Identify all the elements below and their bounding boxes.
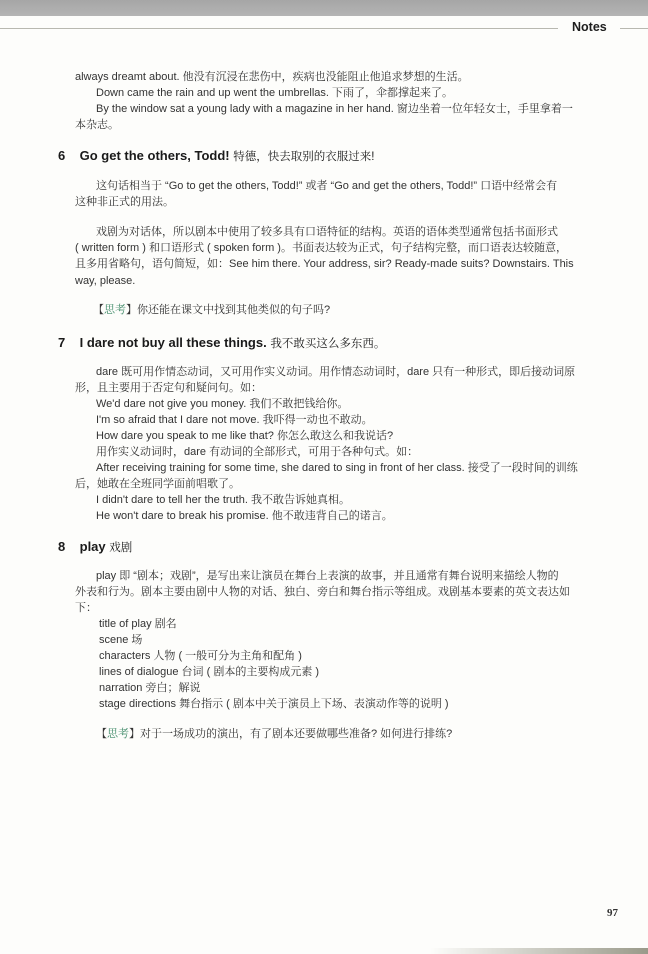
term-line: stage directions 舞台指示 ( 剧本中关于演员上下场、表演动作等的说明 )	[99, 698, 449, 710]
section-number: 7	[58, 335, 66, 350]
think-prompt: 【思考】你还能在课文中找到其他类似的句子吗?	[93, 304, 331, 316]
example-line: I didn't dare to tell her the truth. 我不敢告诉她真相。	[96, 494, 350, 506]
section-number: 8	[58, 539, 66, 554]
section-title-en: Go get the others, Todd!	[79, 148, 230, 163]
term-line: narration 旁白；解说	[99, 682, 201, 694]
section-title-zh: 我不敢买这么多东西。	[270, 338, 386, 350]
paragraph-line: 戏剧为对话体，所以剧本中使用了较多具有口语特征的结构。英语的语体类型通常包括书面形式	[96, 226, 558, 238]
scan-top-band	[0, 0, 648, 16]
scan-bottom-shadow	[430, 948, 648, 954]
example-line: I'm so afraid that I dare not move. 我吓得一动也不敢动。	[96, 414, 373, 426]
paragraph-line: 形，且主要用于否定句和疑问句。如：	[75, 382, 262, 394]
section-number: 6	[58, 148, 66, 163]
page-number: 97	[607, 907, 618, 919]
think-prompt: 【思考】对于一场成功的演出，有了剧本还要做哪些准备? 如何进行排练?	[96, 728, 453, 740]
header-rule-right	[620, 28, 648, 29]
example-line: After receiving training for some time, she dared to sing in front of her class. 接受了一段时间的训练	[96, 462, 578, 474]
paragraph-line: 下：	[75, 602, 97, 614]
example-line: We'd dare not give you money. 我们不敢把钱给你。	[96, 398, 349, 410]
section-title-zh: 特德，快去取别的衣服过来!	[233, 151, 375, 163]
intro-line: always dreamt about. 他没有沉浸在悲伤中，疾病也没能阻止他追求梦想的生活。	[75, 71, 469, 83]
paragraph-line: 且多用省略句，语句简短，如：See him there. Your address, sir? Ready-made suits? Downstairs. This	[75, 258, 574, 270]
paragraph-line: 用作实义动词时，dare 有动词的全部形式，可用于各种句式。如：	[96, 446, 419, 458]
intro-line: 本杂志。	[75, 119, 119, 131]
term-line: scene 场	[99, 634, 143, 646]
page-header-title: Notes	[572, 20, 607, 34]
paragraph-line: play 即 “剧本；戏剧”，是写出来让演员在舞台上表演的故事，并且通常有舞台说明来描绘人物的	[96, 570, 559, 582]
paragraph-line: 这种非正式的用法。	[75, 196, 174, 208]
intro-line: By the window sat a young lady with a magazine in her hand. 窗边坐着一位年轻女士，手里拿着一	[96, 103, 573, 115]
example-line: How dare you speak to me like that? 你怎么敢这么和我说话?	[96, 430, 394, 442]
paragraph-line: way, please.	[75, 275, 136, 287]
paragraph-line: 外表和行为。剧本主要由剧中人物的对话、独白、旁白和舞台指示等组成。戏剧基本要素的英文表达如	[75, 586, 570, 598]
think-tag: 思考	[107, 728, 129, 740]
section-title-zh: 戏剧	[109, 542, 133, 554]
example-line: 后，她敢在全班同学面前唱歌了。	[75, 478, 240, 490]
paragraph-line: dare 既可用作情态动词，又可用作实义动词。用作情态动词时，dare 只有一种形式，即后接动词原	[96, 366, 576, 378]
think-text: 对于一场成功的演出，有了剧本还要做哪些准备? 如何进行排练?	[140, 728, 453, 740]
paragraph-line: ( written form ) 和口语形式 ( spoken form )。书面表达较为正式，句子结构完整，而口语表达较随意，	[75, 242, 567, 254]
section-title-en: I dare not buy all these things.	[79, 335, 267, 350]
section-6-heading	[58, 148, 374, 164]
term-line: title of play 剧名	[99, 618, 177, 630]
paragraph-line: 这句话相当于 “Go to get the others, Todd!” 或者 “Go and get the others, Todd!” 口语中经常会有	[96, 180, 558, 192]
section-8-heading	[58, 539, 132, 555]
header-rule	[0, 28, 558, 29]
term-line: lines of dialogue 台词 ( 剧本的主要构成元素 )	[99, 666, 320, 678]
think-tag: 思考	[104, 304, 126, 316]
section-title-en: play	[79, 539, 106, 554]
term-line: characters 人物 ( 一般可分为主角和配角 )	[99, 650, 302, 662]
section-7-heading	[58, 335, 385, 351]
think-text: 你还能在课文中找到其他类似的句子吗?	[137, 304, 331, 316]
intro-line: Down came the rain and up went the umbrellas. 下雨了，伞都撑起来了。	[96, 87, 454, 99]
example-line: He won't dare to break his promise. 他不敢违背自己的诺言。	[96, 510, 393, 522]
